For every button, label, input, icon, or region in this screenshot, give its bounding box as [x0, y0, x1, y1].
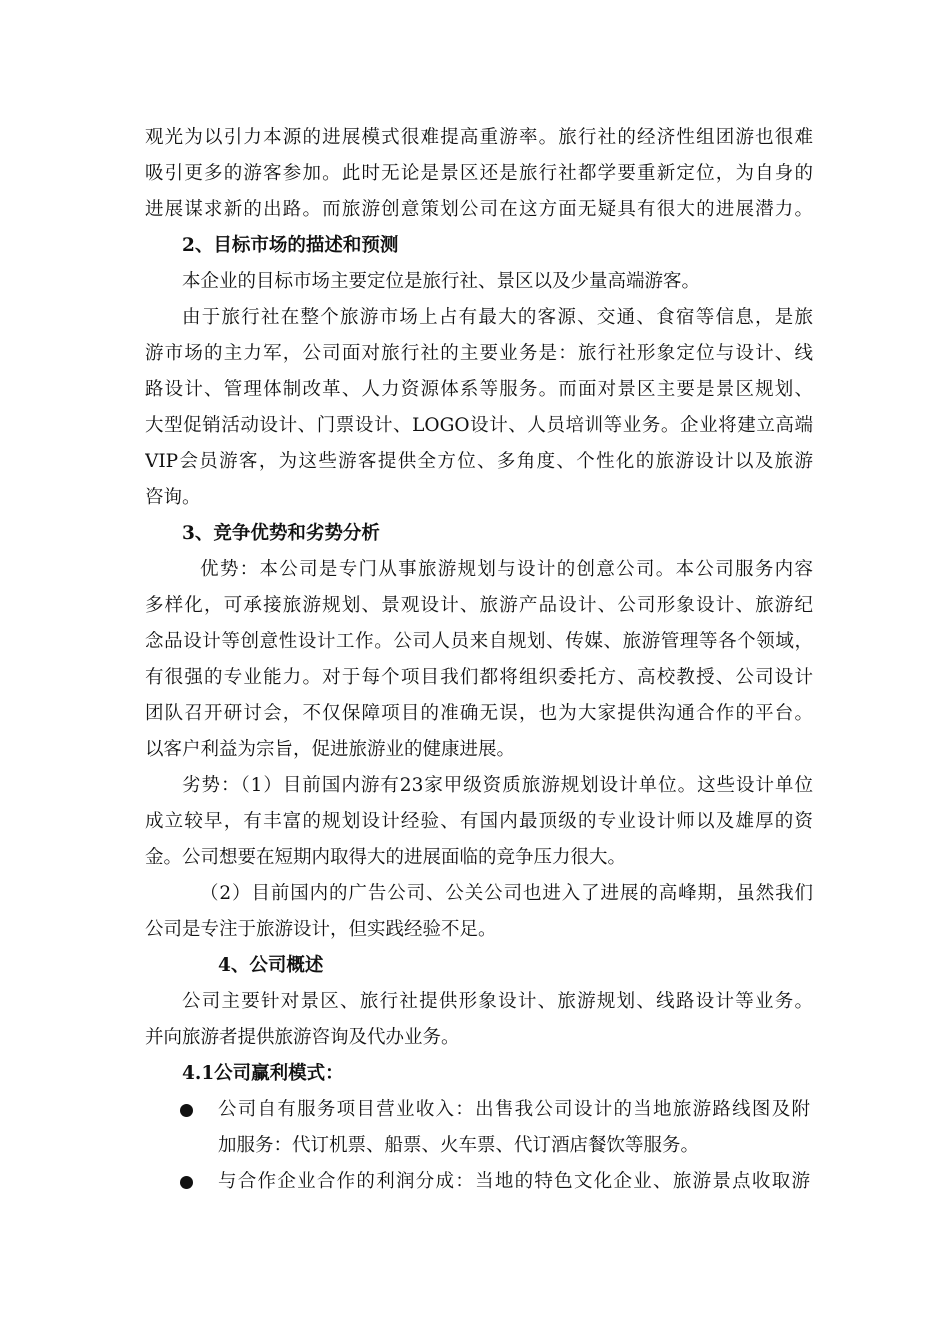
section-3-disadv1-line-2: 成立较早，有丰富的规划设计经验、有国内最顶级的专业设计师以及雄厚的资 — [145, 811, 813, 832]
bullet-2-line-1: 与合作企业合作的利润分成：当地的特色文化企业、旅游景点收取游 — [218, 1171, 810, 1192]
section-3-disadv1-line-3: 金。公司想要在短期内取得大的进展面临的竞争压力很大。 — [145, 847, 627, 868]
intro-line-1: 观光为以引力本源的进展模式很难提高重游率。旅行社的经济性组团游也很难 — [145, 127, 813, 148]
section-2-p2-line-5: VIP会员游客，为这些游客提供全方位、多角度、个性化的旅游设计以及旅游 — [145, 451, 813, 472]
section-3-adv-line-5: 团队召开研讨会，不仅保障项目的准确无误，也为大家提供沟通合作的平台。 — [145, 703, 813, 724]
section-2-paragraph-1: 本企业的目标市场主要定位是旅行社、景区以及少量高端游客。 — [182, 271, 701, 292]
section-2-p2-line-1: 由于旅行社在整个旅游市场上占有最大的客源、交通、食宿等信息，是旅 — [182, 307, 813, 328]
section-3-heading: 3、竞争优势和劣势分析 — [182, 523, 380, 544]
bullet-1-line-1: 公司自有服务项目营业收入：出售我公司设计的当地旅游路线图及附 — [218, 1099, 810, 1120]
section-2-p2-line-6: 咨询。 — [145, 487, 201, 508]
section-3-disadv2-line-2: 公司是专注于旅游设计，但实践经验不足。 — [145, 919, 497, 940]
section-3-adv-line-2: 多样化，可承接旅游规划、景观设计、旅游产品设计、公司形象设计、旅游纪 — [145, 595, 813, 616]
section-4-line-2: 并向旅游者提供旅游咨询及代办业务。 — [145, 1027, 460, 1048]
section-4-line-1: 公司主要针对景区、旅行社提供形象设计、旅游规划、线路设计等业务。 — [182, 991, 813, 1012]
section-2-p2-line-4: 大型促销活动设计、门票设计、LOGO设计、人员培训等业务。企业将建立高端 — [145, 415, 813, 436]
section-3-adv-line-3: 念品设计等创意性设计工作。公司人员来自规划、传媒、旅游管理等各个领域， — [145, 631, 813, 652]
section-2-p2-line-3: 路设计、管理体制改革、人力资源体系等服务。而面对景区主要是景区规划、 — [145, 379, 813, 400]
section-3-adv-line-4: 有很强的专业能力。对于每个项目我们都将组织委托方、高校教授、公司设计 — [145, 667, 813, 688]
section-2-heading: 2、目标市场的描述和预测 — [182, 235, 399, 256]
intro-line-3: 进展谋求新的出路。而旅游创意策划公司在这方面无疑具有很大的进展潜力。 — [145, 199, 813, 220]
section-3-disadv2-line-1: （2）目前国内的广告公司、公关公司也进入了进展的高峰期，虽然我们 — [200, 883, 813, 904]
section-3-disadv1-line-1: 劣势：（1）目前国内游有23家甲级资质旅游规划设计单位。这些设计单位 — [182, 775, 813, 796]
bullet-icon — [180, 1176, 193, 1189]
section-2-p2-line-2: 游市场的主力军，公司面对旅行社的主要业务是：旅行社形象定位与设计、线 — [145, 343, 813, 364]
section-4-heading: 4、公司概述 — [218, 955, 324, 976]
bullet-icon — [180, 1104, 193, 1117]
section-4-1-heading: 4.1公司赢利模式： — [182, 1063, 344, 1084]
section-3-adv-line-1: 优势：本公司是专门从事旅游规划与设计的创意公司。本公司服务内容 — [200, 559, 813, 580]
bullet-1-line-2: 加服务：代订机票、船票、火车票、代订酒店餐饮等服务。 — [218, 1135, 700, 1156]
intro-line-2: 吸引更多的游客参加。此时无论是景区还是旅行社都学要重新定位，为自身的 — [145, 163, 813, 184]
section-3-adv-line-6: 以客户利益为宗旨，促进旅游业的健康进展。 — [145, 739, 516, 760]
